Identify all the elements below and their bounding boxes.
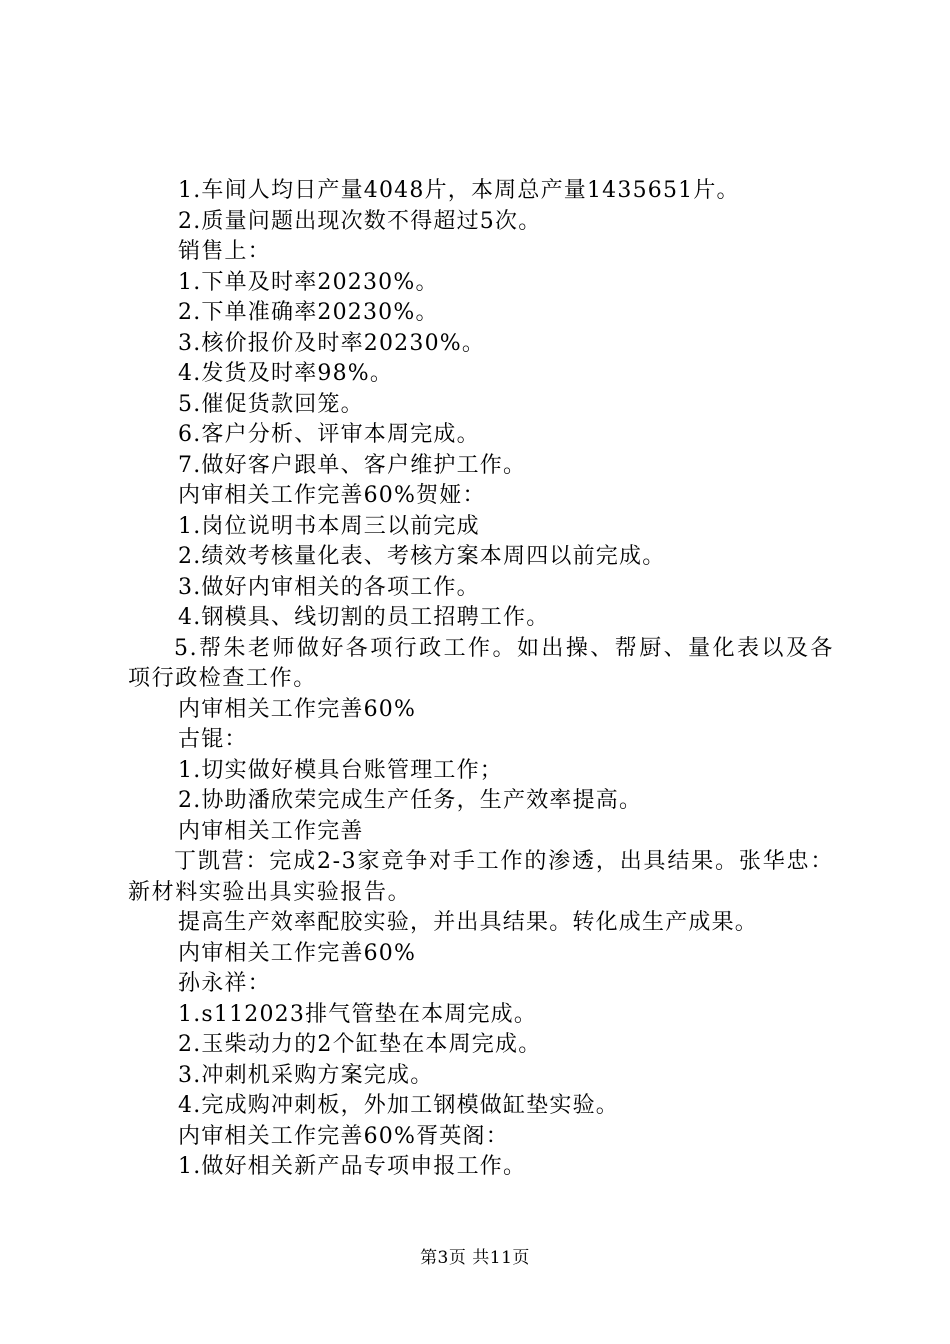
text-line: 内审相关工作完善 xyxy=(178,818,364,844)
text-line: 3.核价报价及时率20230%。 xyxy=(178,330,486,356)
text-paragraph: 丁凯营：完成2-3家竞争对手工作的渗透，出具结果。张华忠：新材料实验出具实验报告。 xyxy=(128,849,834,905)
text-line: 3.做好内审相关的各项工作。 xyxy=(178,574,480,600)
text-paragraph: 5.帮朱老师做好各项行政工作。如出操、帮厨、量化表以及各项行政检查工作。 xyxy=(128,635,834,691)
text-line: 6.客户分析、评审本周完成。 xyxy=(178,422,480,447)
text-line: 2.质量问题出现次数不得超过5次。 xyxy=(178,208,542,234)
text-line: 1.做好相关新产品专项申报工作。 xyxy=(178,1154,527,1179)
text-line: 4.钢模具、线切割的员工招聘工作。 xyxy=(178,605,550,630)
text-line: 5.催促货款回笼。 xyxy=(178,391,364,417)
section-heading: 销售上： xyxy=(178,239,271,264)
text-line: 古锟： xyxy=(178,727,248,752)
text-line: 7.做好客户跟单、客户维护工作。 xyxy=(178,452,527,478)
text-line: 1.下单及时率20230%。 xyxy=(178,269,439,295)
text-line: 提高生产效率配胶实验，并出具结果。转化成生产成果。 xyxy=(178,910,759,935)
page-number-footer: 第3页 共11页 xyxy=(420,1248,530,1268)
text-line: 孙永祥： xyxy=(178,971,271,996)
text-line: 4.发货及时率98%。 xyxy=(178,361,394,386)
text-line: 1.岗位说明书本周三以前完成 xyxy=(178,513,480,539)
text-line: 内审相关工作完善60% xyxy=(178,696,417,722)
text-line: 2.玉柴动力的2个缸垫在本周完成。 xyxy=(178,1032,542,1057)
text-line: 内审相关工作完善60%贺娅： xyxy=(178,483,486,508)
text-line: 1.切实做好模具台账管理工作； xyxy=(178,757,503,783)
text-line: 1.车间人均日产量4048片，本周总产量1435651片。 xyxy=(178,178,740,203)
document-body xyxy=(128,176,834,1183)
text-line: 3.冲刺机采购方案完成。 xyxy=(178,1062,434,1088)
text-line: 2.下单准确率20230%。 xyxy=(178,300,439,325)
text-line: 2.协助潘欣荣完成生产任务，生产效率提高。 xyxy=(178,788,643,813)
text-line: 内审相关工作完善60% xyxy=(178,940,417,966)
text-line: 内审相关工作完善60%胥英阁： xyxy=(178,1123,509,1149)
text-line: 4.完成购冲刺板，外加工钢模做缸垫实验。 xyxy=(178,1093,619,1118)
text-line: 1.s112023排气管垫在本周完成。 xyxy=(178,1001,538,1027)
text-line: 2.绩效考核量化表、考核方案本周四以前完成。 xyxy=(178,544,666,569)
